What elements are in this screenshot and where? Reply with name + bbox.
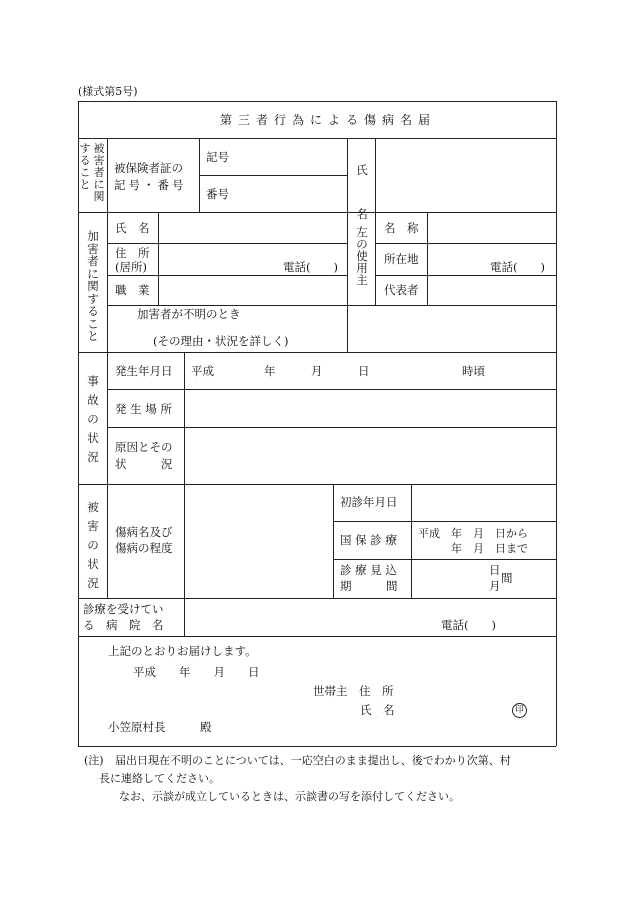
injury-label-line1: 傷病名及び xyxy=(115,525,173,539)
outlook-days: 日 xyxy=(489,563,501,577)
symbol-label: 記号 xyxy=(206,150,229,164)
notes-line1: 届出日現在不明のことについては、一応空白のまま提出し、後でわかり次第、村 xyxy=(115,754,511,767)
householder-name-label: 氏 名 xyxy=(360,703,395,717)
form-number: (様式第5号) xyxy=(78,85,138,98)
employer-name-label: 名 称 xyxy=(384,221,419,235)
accident-month: 月 xyxy=(311,364,323,378)
first-visit-label: 初診年月日 xyxy=(340,495,398,509)
nhi-label: 国 保 診 療 xyxy=(340,533,397,547)
insurance-label-line1: 被保険者証の xyxy=(114,161,183,175)
hospital-phone-label: 電話( ) xyxy=(441,618,496,632)
notes-line2: 長に連絡してください。 xyxy=(99,772,220,785)
declaration-date: 平成 年 月 日 xyxy=(133,665,260,679)
accident-cause-label-line2: 状 況 xyxy=(115,457,173,471)
accident-cause-label-line1: 原因とその xyxy=(115,440,173,454)
employer-phone-label: 電話( ) xyxy=(490,260,545,274)
perpetrator-address-label-line1: 住 所 xyxy=(115,246,150,260)
employer-rep-label: 代表者 xyxy=(384,283,419,297)
accident-date-label: 発生年月日 xyxy=(115,364,173,378)
employer-address-label: 所在地 xyxy=(384,252,419,266)
victim-name-label: 氏名 xyxy=(356,163,368,221)
perpetrator-side-label: 加害者に関すること xyxy=(87,229,99,343)
perpetrator-name-label: 氏 名 xyxy=(115,221,150,235)
hospital-label-line2: る 病 院 名 xyxy=(83,618,164,632)
perpetrator-address-label-line2: (居所) xyxy=(115,260,147,274)
victim-side-label-left: 被害者に関 xyxy=(93,142,105,203)
form-title: 第三者行為による傷病名届 xyxy=(220,113,437,127)
nhi-to: 年 月 日まで xyxy=(451,542,528,555)
damage-side-label: 被害の状況 xyxy=(87,500,99,590)
hospital-label-line1: 診療を受けてい xyxy=(83,602,164,616)
perpetrator-unknown-line2: (その理由・状況を詳しく) xyxy=(153,334,289,348)
notes-marker: (注) xyxy=(84,754,104,767)
number-label: 番号 xyxy=(206,187,229,201)
outlook-label-line1: 診 療 見 込 xyxy=(340,563,397,577)
accident-date-era: 平成 xyxy=(191,364,214,378)
injury-label-line2: 傷病の程度 xyxy=(115,541,173,555)
employer-side-label: 左の使用主 xyxy=(356,225,368,287)
victim-side-label-right: すること xyxy=(79,142,91,191)
perpetrator-phone-label: 電話( ) xyxy=(283,260,338,274)
outlook-period: 間 xyxy=(501,571,513,585)
outlook-label-line2: 期 間 xyxy=(340,579,398,593)
accident-day: 日 xyxy=(358,364,370,378)
accident-side-label: 事故の状況 xyxy=(87,374,99,464)
addressee: 小笠原村長 殿 xyxy=(108,720,212,734)
householder-address-label: 世帯主 住 所 xyxy=(313,684,394,698)
outlook-months: 月 xyxy=(489,579,501,593)
perpetrator-occupation-label: 職 業 xyxy=(115,283,150,297)
notes-line3: なお、示談が成立しているときは、示談書の写を添付してください。 xyxy=(119,790,460,803)
accident-year: 年 xyxy=(264,364,276,378)
seal-mark-icon: 印 xyxy=(512,703,527,718)
insurance-label-line2: 記号・番号 xyxy=(114,178,187,192)
nhi-from: 平成 年 月 日から xyxy=(418,527,528,540)
accident-place-label: 発 生 場 所 xyxy=(115,402,172,416)
accident-time: 時頃 xyxy=(462,364,485,378)
perpetrator-unknown-line1: 加害者が不明のとき xyxy=(137,307,241,321)
declaration-statement: 上記のとおりお届けします。 xyxy=(108,644,257,658)
